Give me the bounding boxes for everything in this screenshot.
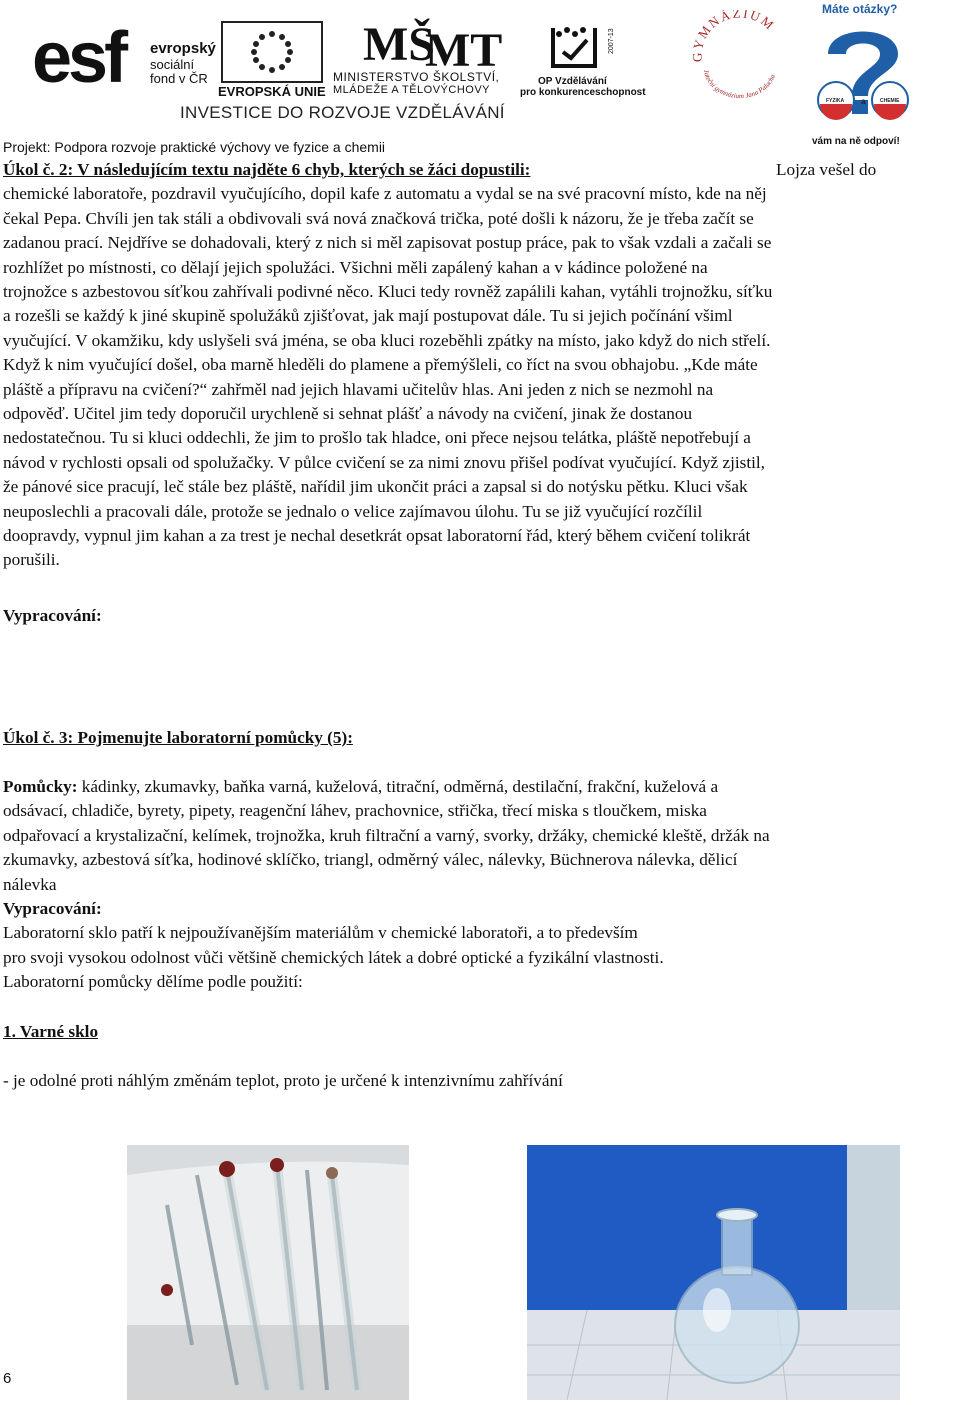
condensers-image [127, 1145, 409, 1400]
a-label: a [861, 97, 866, 106]
ukol2-line-16: porušili. [3, 550, 60, 570]
ukol3-text-line-1: pro svoji vysokou odolnost vůči většině chemických látek a dobré optické a fyzikální vlastnosti. [3, 947, 664, 967]
ukol2-line-9: pláště a přípravu na cvičení?“ zahřměl nad jejich hlavami učitelův hlas. Ani jeden z nich se nezmohl na [3, 379, 714, 399]
ukol2-line-11: nedostatečnou. Tu si kluci oddechli, že jim to prošlo tak hladce, oni přece nejsou telátka, pláště nepotřebují a [3, 428, 751, 448]
vam-odpovi-label: vám na ně odpoví! [812, 136, 900, 147]
round-bottom-flask-image [527, 1145, 900, 1400]
msmt-logo [333, 18, 518, 98]
section1-heading: 1. Varné sklo [3, 1022, 99, 1041]
gymnazium-logo [690, 10, 790, 100]
ukol2-line-13: že pánové sice pracují, leč stále bez pláště, nařídil jim ukončit práci a zapsal si do notýsku pětku. Kluci však [3, 477, 748, 497]
ukol3-pomucky [3, 775, 958, 995]
ukol2-line-6: a rozešli se každý k jiné skupině spolužáků zjišťovat, jak mají postupovat dále. Tu si jejich počínání všiml [3, 306, 733, 326]
msmt-line2: MLÁDEŽE A TĚLOVÝCHOVY [333, 84, 491, 96]
msmt-line1: MINISTERSTVO ŠKOLSTVÍ, [333, 70, 500, 84]
project-line: Projekt: Podpora rozvoje praktické výchovy ve fyzice a chemii [3, 139, 386, 155]
ukol3-text-line-0: Laboratorní sklo patří k nejpoužívanějším materiálům v chemické laboratoři, a to především [3, 923, 638, 943]
esf-logo [32, 20, 217, 100]
svg-text:Jateční gymnázium Jana Palacha: Jateční gymnázium Jana Palacha [701, 69, 777, 100]
msmt-emblem-icon [363, 18, 503, 77]
esf-line2: sociální [150, 57, 195, 72]
ukol2-line-3: zadanou prací. Nejdříve se dohadovali, který z nich si měl zapisovat postup práce, pak to však vzdali a začali se [3, 233, 772, 253]
ukol2-line-7: vyučující. V okamžiku, kdy uslyšeli svá jména, se oba kluci rozeběhli zpátky na místo, jako když do nich střelí. [3, 330, 771, 350]
ukol2-line-15: doopravdy, vypnul jim kahan a za trest je nechal desetkrát opsat laboratorní řád, který během cvičení tolikrát [3, 526, 751, 546]
esf-line1: evropský [150, 40, 216, 57]
eu-label: EVROPSKÁ UNIE [218, 84, 326, 99]
question-mark-icon [808, 14, 918, 134]
ukol2-line-5: trojnožce s azbestovou síťkou zahřívali podivné něco. Kluci tedy rovněž zapálili kahan, vytáhli trojnožku, síťku [3, 282, 773, 302]
ukol2-line-0: Lojza vešel do [776, 160, 877, 179]
op-emblem-icon [545, 22, 615, 74]
ukol3-text-line-2: Laboratorní pomůcky dělíme podle použití: [3, 972, 303, 992]
svg-text:MŠ: MŠ [363, 18, 435, 71]
esf-letters: esf [32, 18, 125, 98]
ukol3-vypracovani: Vypracování: [3, 899, 102, 919]
pomucky-line-4: nálevka [3, 874, 57, 894]
ukol3-heading: Úkol č. 3: Pojmenujte laboratorní pomůcky (5): [3, 728, 353, 747]
eu-logo [218, 22, 328, 100]
op-line1: OP Vzdělávání [538, 76, 607, 87]
ukol2-vypracovani: Vypracování: [3, 606, 102, 625]
fyzika-label: FYZIKA [826, 98, 845, 104]
svg-text:GYMNÁZIUM: GYMNÁZIUM [690, 10, 779, 63]
ukol2-line-12: návod v rychlosti opsali od spolužačky. V půlce cvičení se za nimi znovu přišel podívat vyučující. Když zjistil, [3, 452, 765, 472]
photo-flask [527, 1145, 900, 1400]
ukol2-heading: Úkol č. 2: V následujícím textu najděte 6 chyb, kterých se žáci dopustili: [3, 160, 531, 179]
mate-otazky-label: Máte otázky? [822, 2, 898, 16]
pomucky-line-1: odsávací, chladiče, byrety, pipety, reagenční láhev, prachovnice, střička, třecí miska s tloučkem, miska [3, 801, 707, 821]
op-years: 2007-13 [608, 28, 615, 54]
investice-banner: INVESTICE DO ROZVOJE VZDĚLÁVÁNÍ [180, 103, 505, 122]
section1-text: - je odolné proti náhlým změnám teplot, proto je určené k intenzivnímu zahřívání [3, 1071, 563, 1090]
chemie-label: CHEMIE [880, 98, 900, 104]
ukol2-line-8: Když k nim vyučující došel, oba marně hleděli do plamene a přemýšleli, co říct na svou obhajobu. „Kde máte [3, 355, 758, 375]
ukol2-line-14: neuposlechli a pracovali dále, protože se jednalo o velice zajímavou úlohu. Tu se již vyučující rozčílil [3, 501, 703, 521]
pomucky-line-3: zkumavky, azbestová síťka, hodinové sklíčko, triangl, odměrný válec, nálevky, Büchnerova nálevka, dělicí [3, 850, 738, 870]
ukol2-section [3, 158, 958, 573]
photo-condensers [127, 1145, 409, 1400]
ukol2-line-1: chemické laboratoře, pozdravil vyučujícího, dopil kafe z automatu a vydal se na své pracovní místo, kde na něj [3, 184, 767, 204]
esf-line3: fond v ČR [150, 71, 208, 86]
ukol2-line-10: odpověď. Učitel jim tedy doporučil urychleně si sehnat plášť a návody na cvičení, jinak že dostanou [3, 404, 693, 424]
pomucky-line-2: odpařovací a krystalizační, kelímek, trojnožka, kruh filtrační a varný, svorky, držáky, chemické kleště, držák na [3, 825, 770, 845]
ukol2-line-4: rozhlížet po místnosti, co dělají jejich spolužáci. Všichni měli zapálený kahan a v kádince položené na [3, 257, 708, 277]
pomucky-line-0: kádinky, zkumavky, baňka varná, kuželová, titrační, odměrná, destilační, frakční, kuželová a [77, 777, 719, 796]
page-number: 6 [3, 1370, 12, 1387]
pomucky-label: Pomůcky: [3, 777, 78, 796]
gymnazium-seal-icon [690, 10, 790, 100]
eu-flag-icon [222, 22, 322, 82]
op-line2: pro konkurenceschopnost [520, 87, 646, 98]
op-logo [520, 22, 646, 98]
mate-otazky-logo [808, 0, 923, 150]
ukol2-line-2: čekal Pepa. Chvíli jen tak stáli a obdivovali svá nová značková trička, poté došli k názoru, že je třeba začít se [3, 208, 754, 228]
svg-text:MT: MT [425, 24, 503, 77]
